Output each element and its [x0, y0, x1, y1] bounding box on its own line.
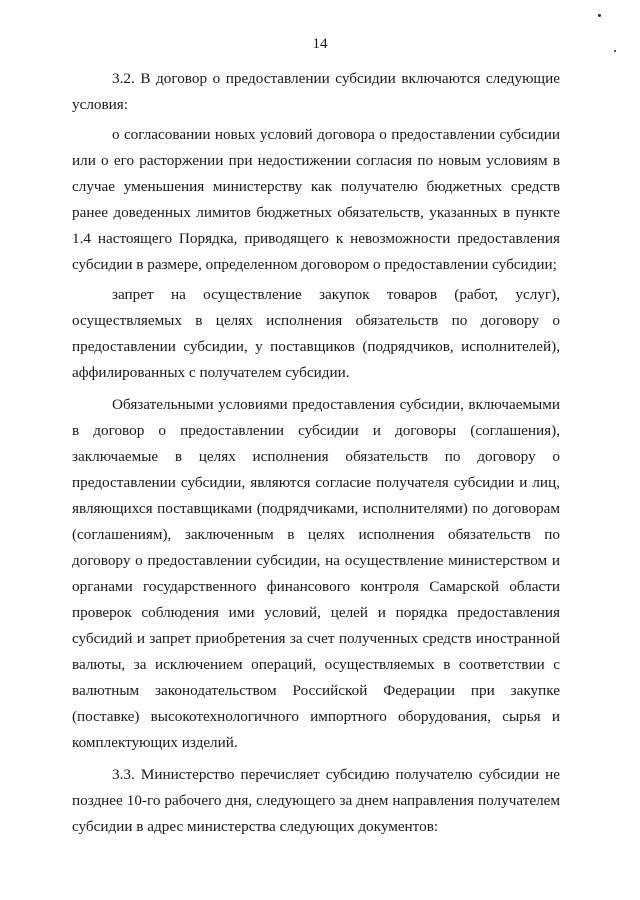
paragraph-condition-procurement-ban: запрет на осуществление закупок товаров (работ, услуг), осуществляемых в целях исполнения обязательств по договору о предоставлении субсидии, у поставщиков (подрядчиков, исполнителей), аффилированных с получателем субсидии. — [72, 286, 560, 381]
scan-speck — [598, 14, 601, 17]
page-number: 14 — [312, 36, 328, 52]
paragraph-mandatory-conditions: Обязательными условиями предоставления субсидии, включаемыми в договор о предоставлении субсидии и договоры (соглашения), заключаемые в целях исполнения обязательств по договору о предоставлении субсидии, являются согласие получателя субсидии и лиц, являющихся поставщиками (подрядчиками, исполнителями) по договорам (соглашениям), заключенным в целях исполнения обязательств по договору о предоставлении субсидии, на осуществление министерством и органами государственного финансового контроля Самарской области проверок соблюдения ими условий, целей и порядка предоставления субсидий и запрет приобретения за счет полученных средств иностранной валюты, за исключением операций, осуществляемых в соответствии с валютным законодательством Российской Федерации при закупке (поставке) высокотехнологичного импортного оборудования, сырья и комплектующих изделий. — [72, 396, 560, 751]
paragraph-3-2-intro: 3.2. В договор о предоставлении субсидии включаются следующие условия: — [72, 70, 560, 113]
paragraph-3-3-transfer: 3.3. Министерство перечисляет субсидию получателю субсидии не позднее 10-го рабочего дня, следующего за днем направления получателем субсидии в адрес министерства следующих документов: — [72, 766, 560, 835]
paragraph-condition-agreement-change: о согласовании новых условий договора о предоставлении субсидии или о его расторжении при недостижении согласия по новым условиям в случае уменьшения министерству как получателю бюджетных средств ранее доведенных лимитов бюджетных обязательств, указанных в пункте 1.4 настоящего Порядка, приводящего к невозможности предоставления субсидии в размере, определенном договором о предоставлении субсидии; — [72, 126, 560, 273]
document-body — [72, 66, 560, 840]
